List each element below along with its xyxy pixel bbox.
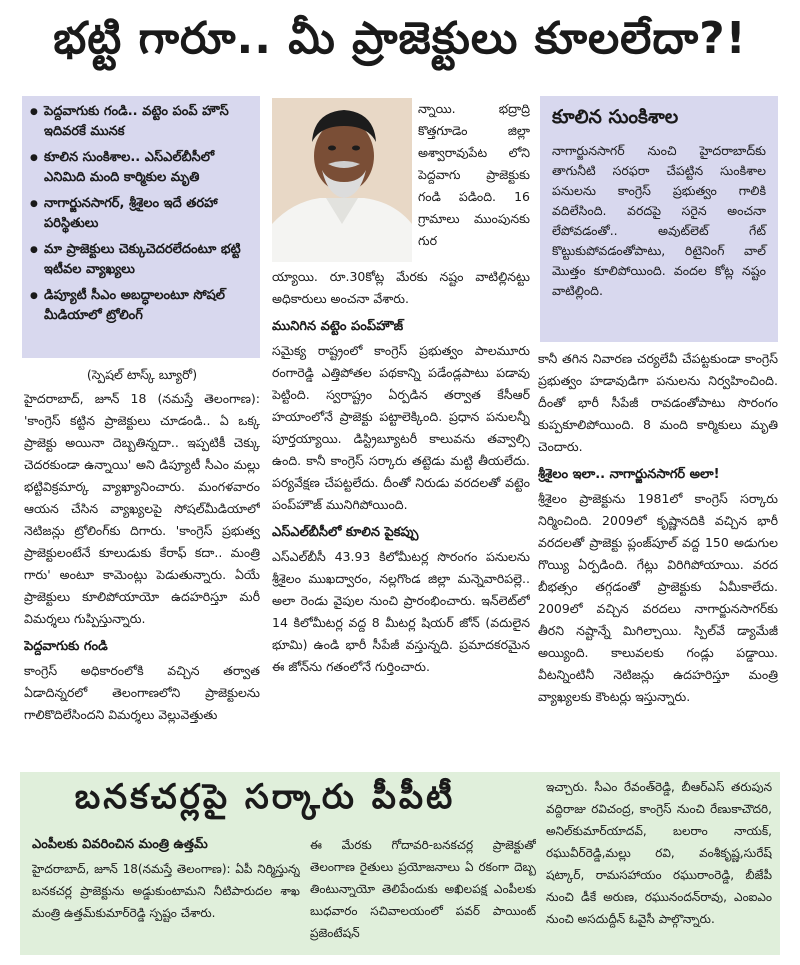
subheading: ఎంపీలకు వివరించిన మంత్రి ఉత్తమ్ <box>32 837 208 852</box>
paragraph: న్నాయి. భద్రాద్రి కొత్తగూడెం జిల్లా అశ్వారావుపేట లోని పెద్దవాగు ప్రాజెక్టుకు గండి పడింది. 16 గ్రామాలు ముంపునకు గుర <box>418 101 530 248</box>
highlight-item: ● మా ప్రాజెక్టులు చెక్కుచెదరలేదంటూ భట్టి ఇటీవల వ్యాఖ్యలు <box>30 240 254 280</box>
bottom-story-column-1 <box>32 834 300 952</box>
sidebar-title: కూలిన సుంకిశాల <box>552 106 679 128</box>
highlights-box <box>22 96 260 358</box>
paragraph: య్యాయి. రూ.30కోట్ల మేరకు నష్టం వాటిల్లినట్టు అధికారులు అంచనా వేశారు. <box>272 269 530 306</box>
article-column-3 <box>538 348 778 760</box>
highlight-item: ● నాగార్జునసాగర్, శ్రీశైలం ఇదే తరహా పరిస్థితులు <box>30 194 254 234</box>
subheading: ఎస్ఎల్‌బీసీలో కూలిన పైకప్పు <box>272 525 419 540</box>
bottom-story-column-2 <box>310 834 536 952</box>
subheading: శ్రీశైలం ఇలా.. నాగార్జునసాగర్ అలా! <box>538 467 720 482</box>
portrait-illustration <box>272 98 412 262</box>
subheading: మునిగిన వట్టెం పంప్‌హౌజ్ <box>272 319 404 334</box>
sidebar-box <box>540 96 778 342</box>
paragraph: శ్రీశైలం ప్రాజెక్టును 1981లో కాంగ్రెస్ సర్కారు నిర్మించింది. 2009లో కృష్ణానదికి వచ్చిన భారీ వరదలతో ప్రాజెక్టు ప్లంజ్‌పూల్ వద్ద 150 అడుగుల గొయ్యి ఏర్పడింది. గేట్లు విరిగిపోయాయి. వరద బీభత్సం తగ్గడంతో ప్రాజెక్టుకు ఏమీకాలేదు. 2009లో వచ్చిన వరదలు నాగార్జునసాగర్‌కు తీరని నష్టాన్నే మిగిల్చాయి. స్పిల్‌వే డ్యామేజీ అయ్యింది. కాలువలకు గండ్లు పడ్డాయి. వీటన్నింటినీ నెటిజన్లు ఉదహరిస్తూ మంత్రి వ్యాఖ్యలకు కౌంటర్లు ఇస్తున్నారు. <box>538 491 778 704</box>
paragraph: సమైక్య రాష్ట్రంలో కాంగ్రెస్ ప్రభుత్వం పాలమూరు రంగారెడ్డి ఎత్తిపోతల పథకాన్ని పడేండ్లపాటు పడావు పెట్టింది. స్వరాష్ట్రం ఏర్పడిన తర్వాత కేసీఆర్ హయాంలోనే ప్రాజెక్టు పట్టాలెక్కింది. ప్రధాన పనులన్నీ పూర్తయ్యాయి. డిస్ట్రిబ్యూటరీ కాలువను తవ్వాల్సి ఉంది. కానీ కాంగ్రెస్ సర్కారు తట్టెడు మట్టి తీయలేదు. పర్యవేక్షణ చేపట్టలేదు. దీంతో నిరుడు వరదలతో వట్టెం పంప్‌హౌజ్ మునిగిపోయింది. <box>272 343 530 512</box>
highlight-item: ● డిప్యూటీ సీఎం అబద్ధాలంటూ సోషల్ మీడియాలో ట్రోలింగ్ <box>30 286 254 326</box>
paragraph: కాంగ్రెస్ అధికారంలోకి వచ్చిన తర్వాత ఏడాదిన్నరలో తెలంగాణలోని ప్రాజెక్టులను గాలికొదిలేసిందని విమర్శలు వెల్లువెత్తుతు <box>24 663 260 722</box>
paragraph: హైదరాబాద్, జూన్ 18(నమస్తే తెలంగాణ): ఏపీ నిర్మిస్తున్న బనకచర్ల ప్రాజెక్టును అడ్డుకుంటామని నీటిపారుదల శాఖ మంత్రి ఉత్తమ్‌కుమార్‌రెడ్డి స్పష్టం చేశారు. <box>32 862 300 920</box>
page-headline: భట్టి గారూ.. మీ ప్రాజెక్టులు కూలలేదా?! <box>53 13 747 64</box>
article-column-1 <box>24 364 260 764</box>
paragraph: ఇచ్చారు. సీఎం రేవంత్‌రెడ్డి, బీఆర్ఎస్ తరుపున వద్దిరాజు రవిచంద్ర, కాంగ్రెస్ నుంచి రేణుకాచౌదరి, అనిల్‌కుమార్‌యాదవ్, బలరాం నాయక్, రఘువీర్‌రెడ్డి,మల్లు రవి, వంశీకృష్ణ,సురేష్ షట్కార్, రామసహాయం రఘురాంరెడ్డి, బీజేపీ నుంచి డీకే అరుణ, రఘునందన్‌రావు, ఎంఐఎం నుంచి అసదుద్దీన్ ఓవైసీ పాల్గొన్నారు. <box>546 780 772 926</box>
byline: (స్పెషల్ టాస్క్ బ్యూరో) <box>86 367 198 382</box>
article-column-2 <box>272 266 530 760</box>
paragraph: ఈ మేరకు గోదావరి-బనకచర్ల ప్రాజెక్టుతో తెలంగాణ రైతులు ప్రయోజనాలు ఏ రకంగా దెబ్బ తింటున్నాయో తెలిపేందుకు అఖిలపక్ష ఎంపీలకు బుధవారం సచివాలయంలో పవర్ పాయింట్ ప్రజెంటేషన్ <box>310 838 536 940</box>
highlight-item: ● పెద్దవాగుకు గండి.. వట్టెం పంప్ హౌస్ ఇదివరకే మునక <box>30 102 254 142</box>
subheading: పెద్దవాగుకు గండి <box>24 639 108 654</box>
bottom-story-box <box>20 772 780 955</box>
highlights-list <box>30 102 254 326</box>
paragraph: కానీ తగిన నివారణ చర్యలేవీ చేపట్టకుండా కాంగ్రెస్ ప్రభుత్వం హడావుడిగా పనులను నిర్వహించింది. దీంతో భారీ సీపేజీ రావడంతోపాటు సొరంగం కుప్పకూలిపోయింది. 8 మంది కార్మికులు మృతి చెందారు. <box>538 351 778 454</box>
portrait-photo <box>272 98 412 262</box>
bottom-story-title: బనకచర్లపై సర్కారు పీపీటీ <box>74 777 456 817</box>
highlight-item: ● కూలిన సుంకిశాల.. ఎస్ఎల్‌బీసీలో ఎనిమిది మంది కార్మికుల మృతి <box>30 148 254 188</box>
bottom-story-column-3 <box>546 776 772 952</box>
sidebar-body: నాగార్జునసాగర్ నుంచి హైదరాబాద్‌కు తాగునీటి సరఫరా చేపట్టిన సుంకిశాల పనులను కాంగ్రెస్ ప్రభుత్వం గాలికి వదిలేసింది. వరదపై సరైన అంచనా లేపోవడంతో.. అవుట్‌లెట్ గేట్ కొట్టుకుపోవడంతోపాటు, రిటైనింగ్ వాల్ మొత్తం కూలిపోయింది. వందల కోట్ల నష్టం వాటిల్లింది. <box>552 143 766 298</box>
paragraph: ఎస్ఎల్‌బీసీ 43.93 కిలోమీటర్ల సొరంగం పనులను శ్రీశైలం ముఖద్వారం, నల్లగొండ జిల్లా మన్నెవారిపల్లె.. అలా రెండు వైపుల నుంచి ప్రారంభించారు. ఇన్‌లెట్‌లో 14 కిలోమీటర్ల వద్ద 8 మీటర్ల షియర్ జోన్ (వదులైన భూమి) ఉండి భారీ సీపేజీ వస్తున్నది. ప్రమాదకరమైన ఈ జోన్‌ను గతంలోనే గుర్తించారు. <box>272 549 530 674</box>
paragraph: హైదరాబాద్, జూన్ 18 (నమస్తే తెలంగాణ): 'కాంగ్రెస్ కట్టిన ప్రాజెక్టులు చూడండి.. ఏ ఒక్క ప్రాజెక్టు అయినా దెబ్బతిన్నదా.. ఇప్పటికీ చెక్కు చెదరకుండా ఉన్నాయి' అని డిప్యూటీ సీఎం మల్లు భట్టివిక్రమార్క వ్యాఖ్యానించారు. మంగళవారం ఆయన చేసిన వ్యాఖ్యలపై సోషల్‌మీడియాలో నెటిజన్లు ట్రోలింగ్‌కు దిగారు. 'కాంగ్రెస్ ప్రభుత్వ ప్రాజెక్టులంటేనే కూలుడుకు కేరాఫ్ కదా.. మంత్రి గారు' అంటూ కామెంట్లు పెడుతున్నారు. ఏయే ప్రాజెక్టులు కూలిపోయాయో ఉదహరిస్తూ మరీ విమర్శలు గుప్పిస్తున్నారు. <box>24 391 260 626</box>
